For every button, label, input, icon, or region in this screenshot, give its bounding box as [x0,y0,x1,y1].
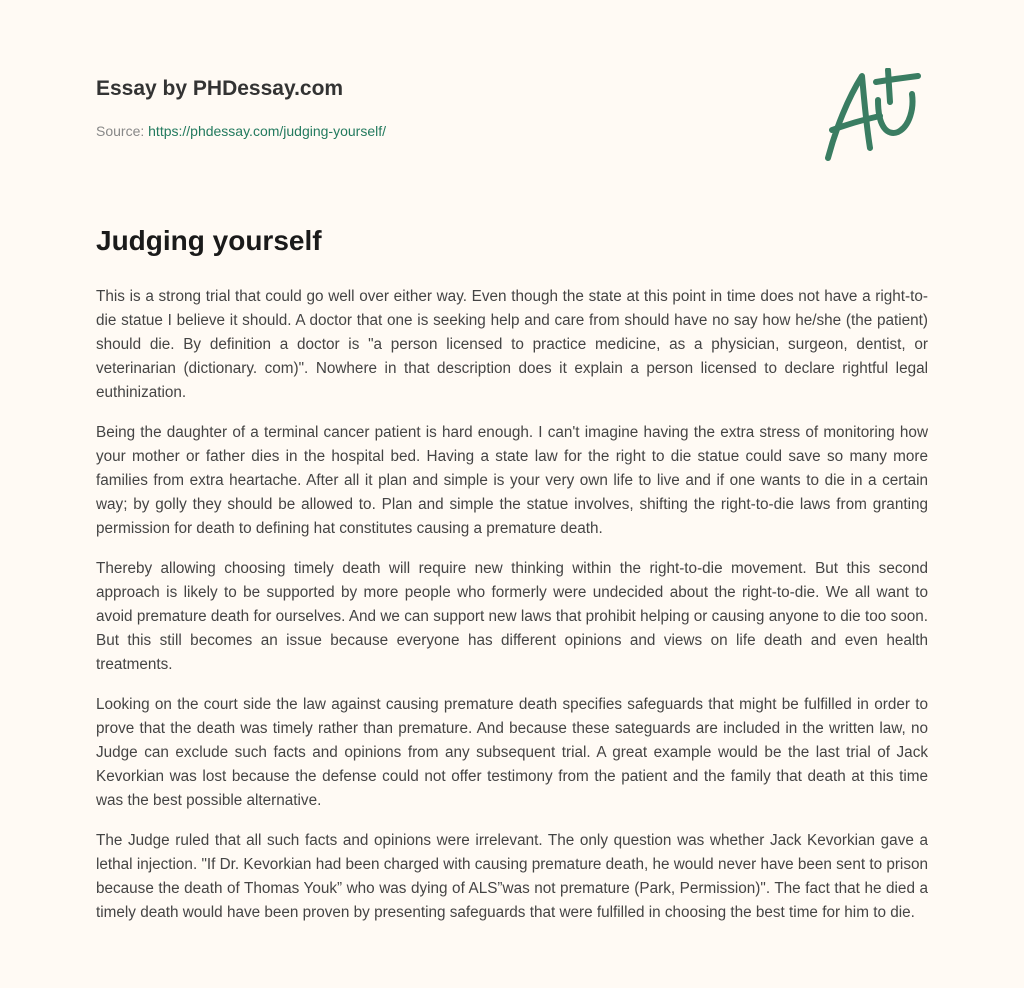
essay-paragraph: This is a strong trial that could go well over either way. Even though the state at this point in time does not have a right-to-die statue I believe it should. A doctor that one is seeking help and care from should have no say how he/she (the patient) should die. By definition a doctor is "a person licensed to practice medicine, as a physician, surgeon, dentist, or veterinarian (dictionary. com)". Nowhere in that description does it explain a person licensed to declare rightful legal euthinization. [96,288,928,401]
site-title: Essay by PHDessay.com [96,77,344,100]
essay-paragraph: Thereby allowing choosing timely death will require new thinking within the right-to-die movement. But this second approach is likely to be supported by more people who formerly were undecided about the right-to-die. We all want to avoid premature death for ourselves. And we can support new laws that prohibit helping or causing anyone to die too soon. But this still becomes an issue because everyone has different opinions and views on life death and even health treatments. [96,560,928,673]
essay-paragraph: Looking on the court side the law against causing premature death specifies safeguards that might be fulfilled in order to prove that the death was timely rather than premature. And because these sateguards are included in the written law, no Judge can exclude such facts and opinions from any subsequent trial. A great example would be the last trial of Jack Kevorkian was lost because the defense could not offer testimony from the patient and the family that death at this time was the best possible alternative. [96,696,928,809]
essay-paragraph: Being the daughter of a terminal cancer patient is hard enough. I can't imagine having the extra stress of monitoring how your mother or father dies in the hospital bed. Having a state law for the right to die statue could save so many more families from extra heartache. After all it plan and simple is your very own life to live and if one wants to die in a certain way; by golly they should be allowed to. Plan and simple the statue involves, shifting the right-to-die laws from granting permission for death to defining hat constitutes causing a premature death. [96,424,928,537]
essay-paragraph: The Judge ruled that all such facts and opinions were irrelevant. The only question was whether Jack Kevorkian gave a lethal injection. "If Dr. Kevorkian had been charged with causing premature death, he would never have been sent to prison because the death of Thomas Youk” who was dying of ALS”was not premature (Park, Permission)". The fact that he died a timely death would have been proven by presenting safeguards that were fulfilled in choosing the best time for him to die. [96,832,928,921]
essay-body [96,285,928,941]
source-label: Source: [96,123,145,139]
source-link[interactable]: https://phdessay.com/judging-yourself/ [148,123,387,139]
a-plus-logo-icon [818,68,930,164]
source-line [96,123,386,139]
essay-title: Judging yourself [96,225,322,256]
